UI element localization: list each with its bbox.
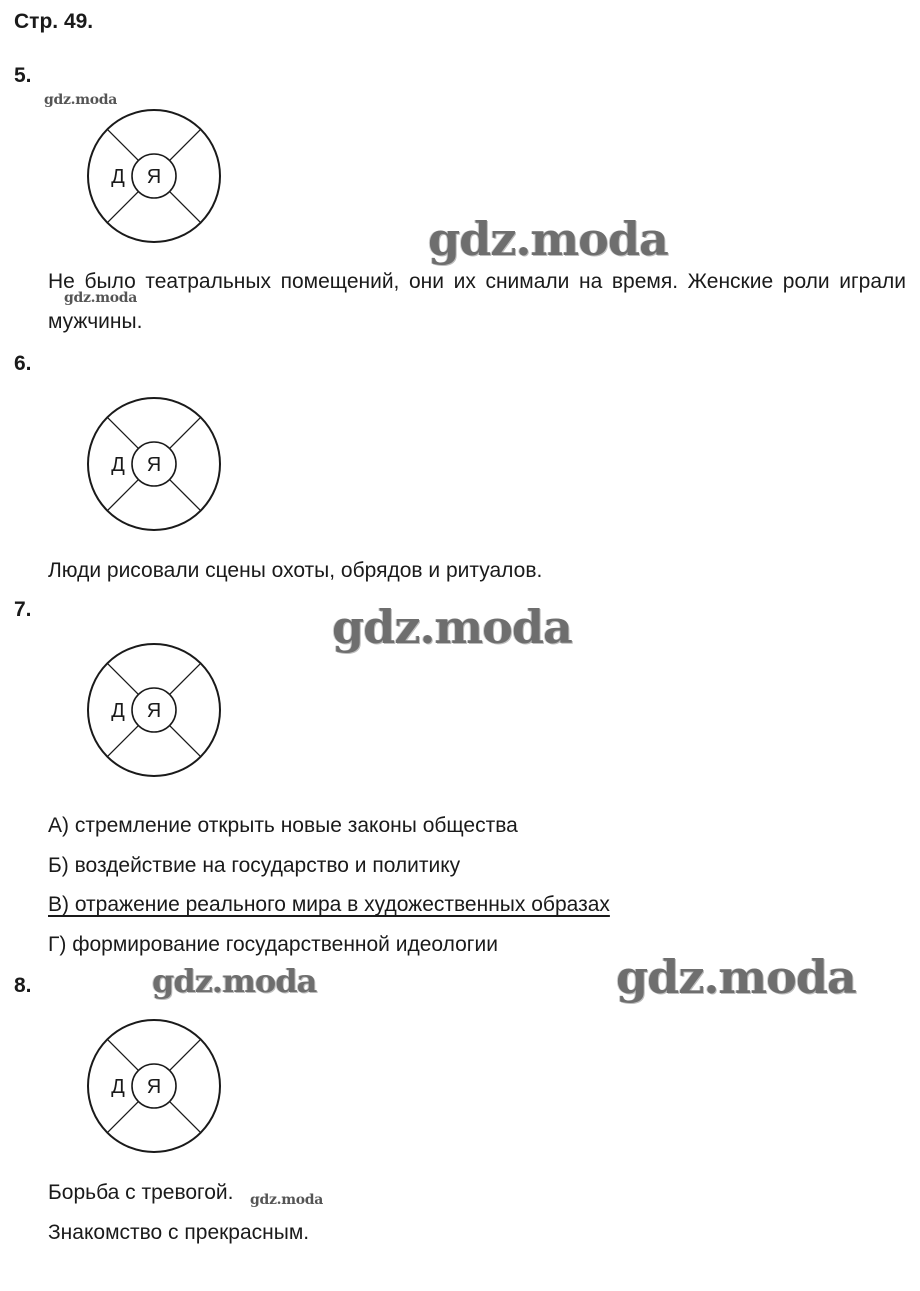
- option-c-selected: В) отражение реального мира в художественных образах: [48, 893, 610, 916]
- task-number-7: 7.: [14, 598, 32, 621]
- watermark-small: gdz.moda: [64, 290, 138, 306]
- answer-line-8-2: Знакомство с прекрасным.: [48, 1221, 310, 1244]
- watermark-medium: gdz.moda: [152, 962, 317, 1000]
- circle-diagram-8: [84, 1016, 224, 1156]
- diagram-inner-label: Я: [146, 454, 162, 476]
- diagram-inner-label: Я: [146, 700, 162, 722]
- task-number-5: 5.: [14, 64, 32, 87]
- answer-text-6: Люди рисовали сцены охоты, обрядов и ритуалов.: [48, 559, 543, 582]
- answer-text-5: Не было театральных помещений, они их снимали на время. Женские роли играли мужчины.: [48, 270, 906, 333]
- circle-diagram-5: [84, 106, 224, 246]
- watermark-large: gdz.moda: [428, 212, 668, 266]
- option-d: Г) формирование государственной идеологии: [48, 933, 498, 956]
- task-number-6: 6.: [14, 352, 32, 375]
- diagram-inner-label: Я: [146, 166, 162, 188]
- option-b: Б) воздействие на государство и политику: [48, 854, 461, 877]
- task-number-8: 8.: [14, 974, 32, 997]
- circle-diagram-6: [84, 394, 224, 534]
- option-a: А) стремление открыть новые законы общества: [48, 814, 518, 837]
- watermark-small: gdz.moda: [44, 92, 118, 108]
- diagram-outer-label: Д: [111, 166, 125, 188]
- watermark-small: gdz.moda: [250, 1192, 324, 1208]
- diagram-outer-label: Д: [111, 454, 125, 476]
- page-title: Стр. 49.: [14, 10, 94, 33]
- diagram-inner-label: Я: [146, 1076, 162, 1098]
- diagram-outer-label: Д: [111, 1076, 125, 1098]
- answer-line-8-1: Борьба с тревогой.: [48, 1181, 234, 1204]
- watermark-large: gdz.moda: [616, 950, 856, 1004]
- watermark-large: gdz.moda: [332, 600, 572, 654]
- circle-diagram-7: [84, 640, 224, 780]
- diagram-outer-label: Д: [111, 700, 125, 722]
